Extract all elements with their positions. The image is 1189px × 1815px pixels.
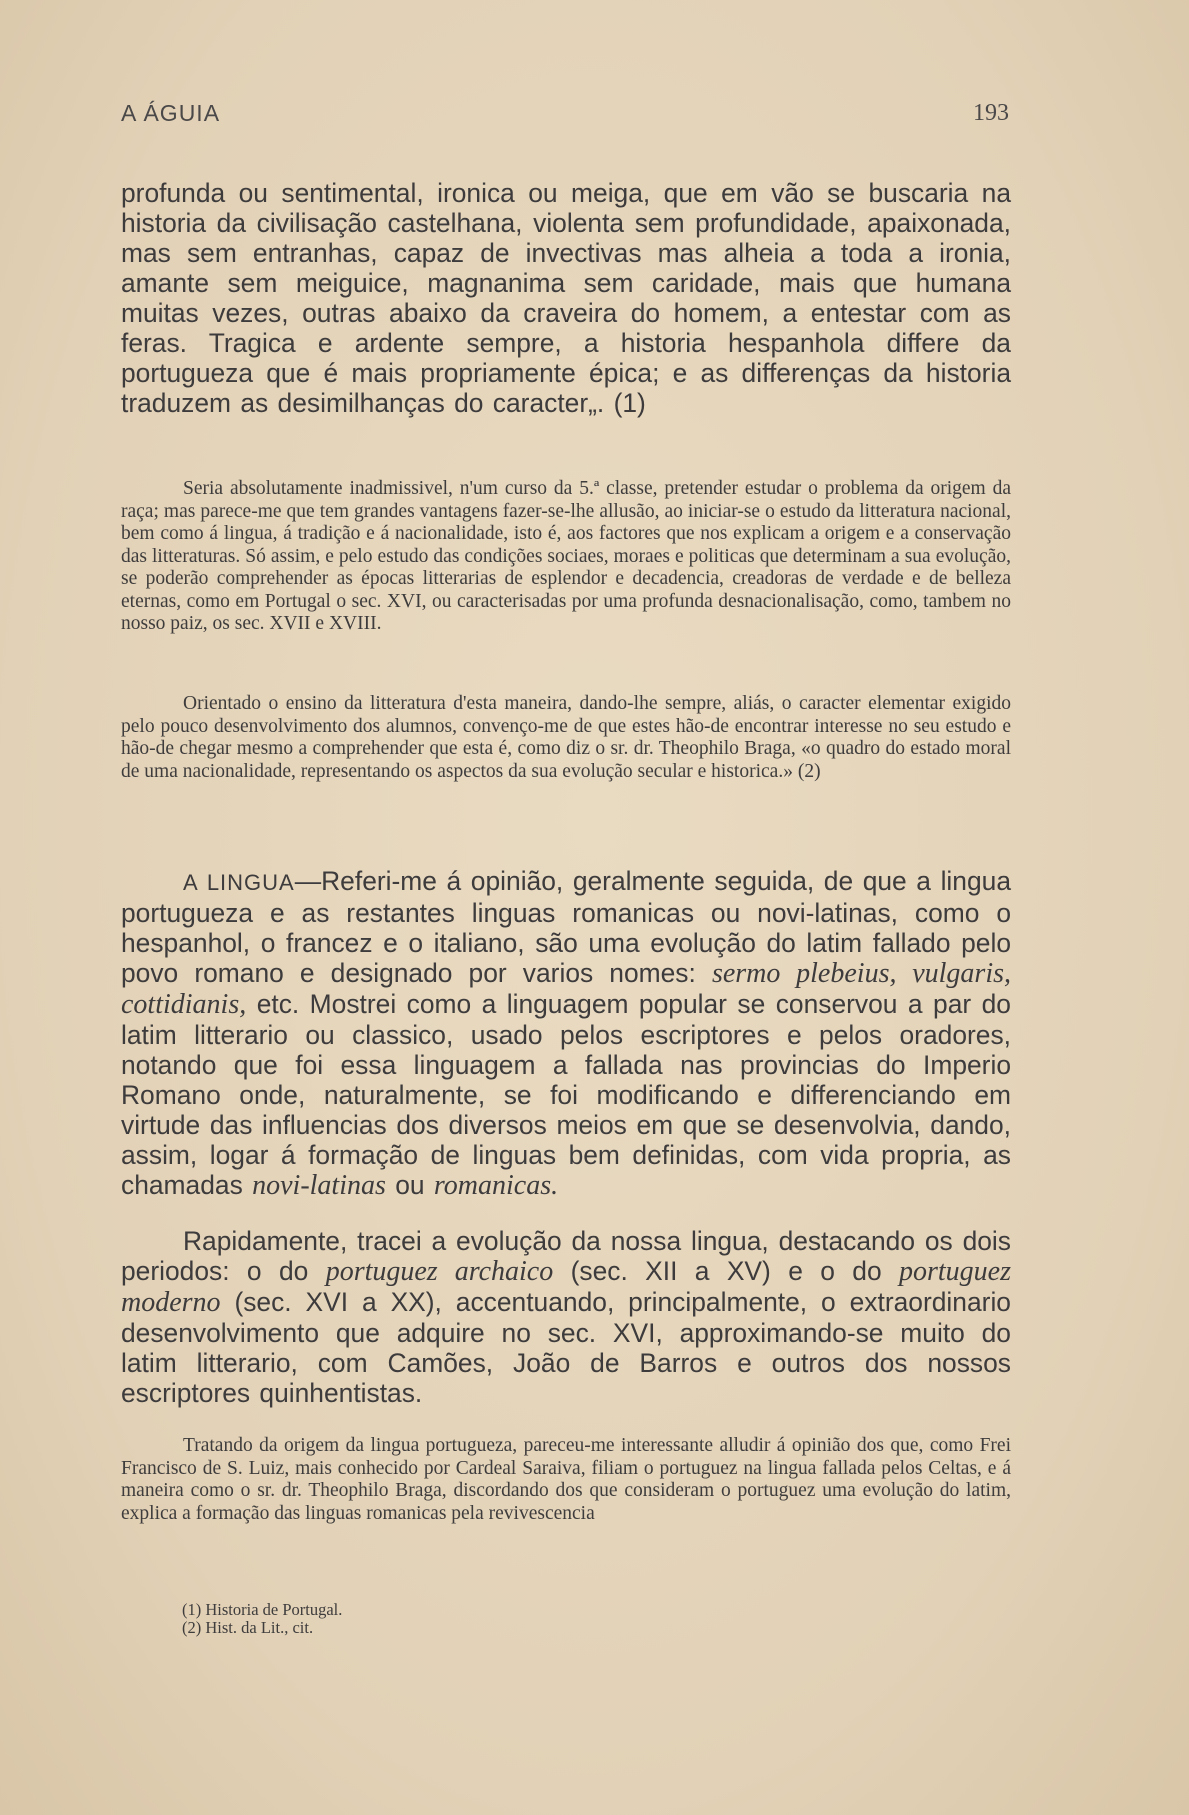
note-ref-2: (2) [797,760,821,782]
heading-dash: — [294,866,322,896]
footnote-2 [182,1619,313,1637]
section-paragraph-1 [121,866,1011,1201]
text-run: (sec. XII a XV) e o do [570,1256,882,1286]
section-heading: A LINGUA [183,870,295,895]
italic-run: portuguez moderno [121,1256,1011,1318]
section-paragraph-2 [121,1226,1011,1408]
small-paragraph-1: Seria absolutamente inadmissivel, n'um curso da 5.ª classe, pretender estudar o problema da origem da raça; mas parece-me que tem grandes vantagens fazer-se-lhe allusão, ao iniciar-se o estudo da litteratura nacional, bem como á lingua, á tradição e á nacionalidade, isto é, aos factores que nos explicam a origem e a conservação das litteraturas. Só assim, e pelo estudo das condições sociaes, moraes e politicas que determinam a sua evolução, se poderão comprehender as épocas litterarias de esplendor e decadencia, creadoras de verdade e de belleza eternas, como em Portugal o sec. XVI, ou caracterisadas por uma profunda desnacionalisação, como, tambem no nosso paiz, os sec. XVII e XVIII. [121,478,1011,634]
page-number: 193 [973,100,1009,126]
text-run: Rapidamente, tracei a evolução da nossa lingua, destacando os dois periodos: o do [121,1226,1011,1286]
text-run: (sec. XVI a XX), accentuando, principalmente, o extraordinario desenvolvimento que adquire no sec. XVI, approximando-se muito do latim litterario, com Camões, João de Barros e outros dos nossos escriptores quinhentistas. [121,1287,1011,1408]
paragraph-text: profunda ou sentimental, ironica ou meiga, que em vão se buscaria na historia da civilisação castelhana, violenta sem profundidade, apaixonada, mas sem entranhas, capaz de invectivas mas alheia a toda a ironia, amante sem meiguice, magnanima sem caridade, mais que humana muitas vezes, outras abaixo da craveira do homem, a entestar com as feras. Tragica e ardente sempre, a historia hespanhola differe da portugueza que é mais propriamente épica; e as differenças da historia traduzem as desimilhanças do caracter„. [121,178,1011,418]
footnote-1 [182,1601,342,1619]
footnote-text: Historia de Portugal. [205,1600,343,1619]
text-run: Referi-me á opinião, geralmente seguida, de que a lingua portugueza e as restantes linguas romanicas ou novi-latinas, como o hespanhol, o francez e o italiano, são uma evolução do latim fallado pelo povo romano e designado por varios nomes: [121,866,1011,988]
italic-run: portuguez archaico [325,1256,554,1287]
note-ref-1: (1) [613,388,646,418]
text-run: etc. Mostrei como a linguagem popular se conservou a par do latim litterario ou classico, usado pelos escriptores e pelos oradores, notando que foi essa linguagem a fallada nas provincias do Imperio Romano onde, naturalmente, se foi modificando e differenciando em virtude das influencias dos diversos meios em que se desenvolvia, dando, assim, logar á formação de linguas bem definidas, com vida propria, as chamadas [121,989,1011,1200]
italic-run: novi-latinas [252,1170,386,1201]
running-head [121,100,1009,127]
footnote-text: Hist. da Lit., cit. [205,1618,314,1637]
text-run: ou [395,1170,425,1200]
italic-run: romanicas. [433,1170,559,1201]
paragraph-continuation [121,178,1011,418]
journal-title: A ÁGUIA [121,100,221,126]
italic-run: sermo plebeius, vulgaris, cottidianis, [121,958,1012,1020]
small-paragraph-2 [121,693,1011,783]
small-paragraph-2-text: Orientado o ensino da litteratura d'esta maneira, dando-lhe sempre, aliás, o caracter elementar exigido pelo pouco desenvolvimento dos alumnos, convenço-me de que estes hão-de encontrar interesse no seu estudo e hão-de chegar mesmo a comprehender que esta é, como diz o sr. dr. Theophilo Braga, «o quadro do estado moral de uma nacionalidade, representando os aspectos da sua evolução secular e historica.» [121,693,1011,782]
small-paragraph-3: Tratando da origem da lingua portugueza, pareceu-me interessante alludir á opinião dos que, como Frei Francisco de S. Luiz, mais conhecido por Cardeal Saraiva, filiam o portuguez na lingua fallada pelos Celtas, e á maneira como o sr. dr. Theophilo Braga, discordando dos que consideram o portuguez uma evolução do latim, explica a formação das linguas romanicas pela revivescencia [121,1435,1011,1524]
footnote-mark: (2) [182,1618,202,1637]
footnote-mark: (1) [182,1600,202,1619]
